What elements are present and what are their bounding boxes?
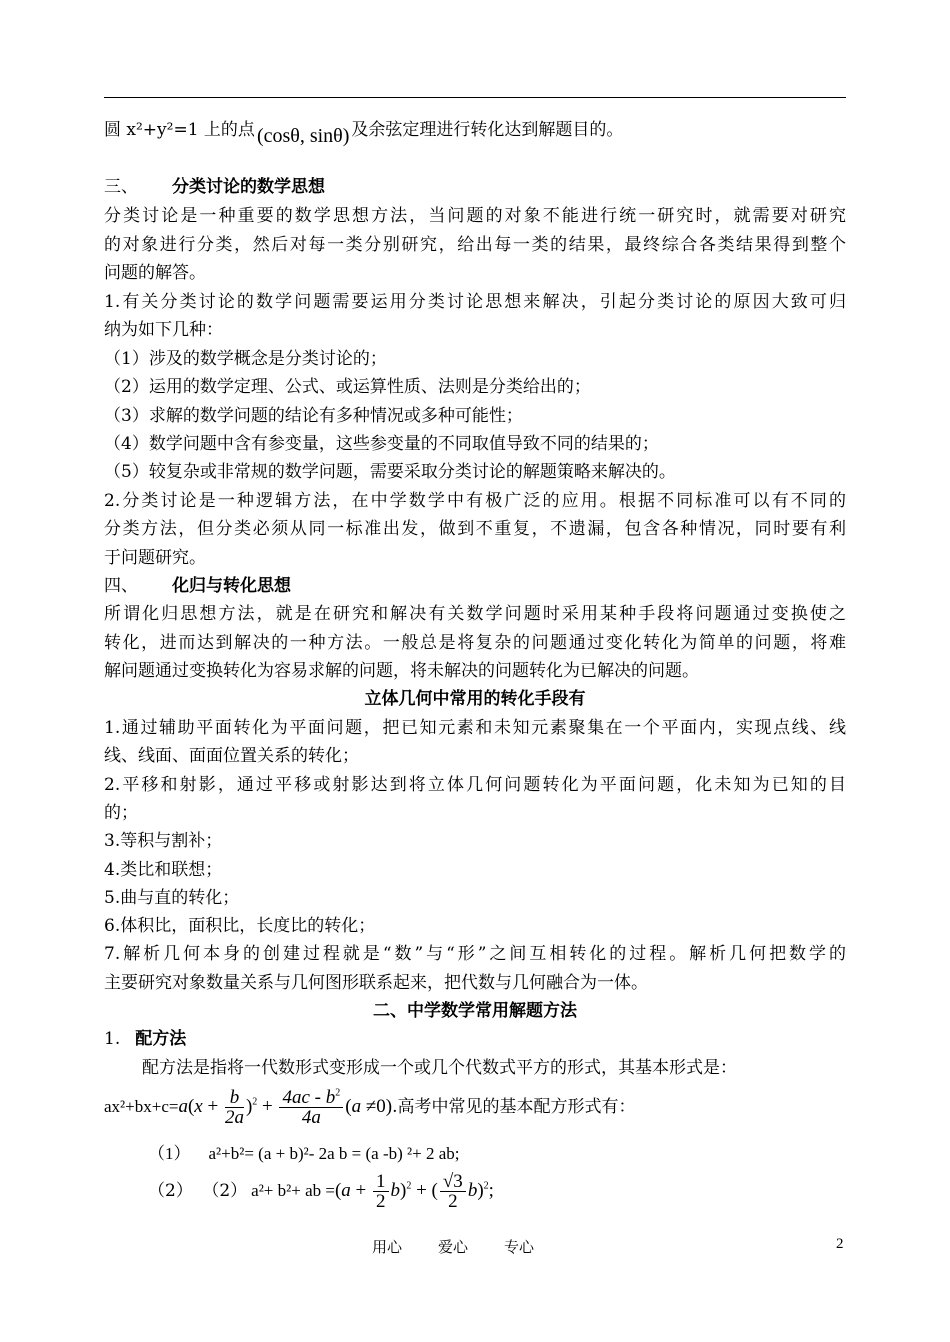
section3-title: 分类讨论的数学思想: [172, 177, 325, 197]
section3-point2-line: 2.分类讨论是一种逻辑方法，在中学数学中有极广泛的应用。根据不同标准可以有不同的: [104, 491, 846, 511]
section4-para-line: 解问题通过变换转化为容易求解的问题，将未解决的问题转化为已解决的问题。: [104, 661, 699, 681]
formula-2-body: (a + $\frac{1}{2}$ b)$^2$ + ( $\frac{√3}{2}$ b)$^2$;: [334, 1171, 494, 1213]
method1-title: 配方法: [135, 1029, 187, 1049]
section4-item: 线、线面、面面位置关系的转化；: [104, 746, 359, 766]
section3-point1-line: 1.有关分类讨论的数学问题需要运用分类讨论思想来解决，引起分类讨论的原因大致可归: [104, 292, 846, 312]
section3-point2-line: 分类方法，但分类必须从同一标准出发，做到不重复，不遗漏，包含各种情况，同时要有利: [104, 519, 846, 539]
formula-2-line: [104, 1166, 846, 1216]
section4-item: 的；: [104, 803, 138, 823]
section4-item: 5.曲与直的转化；: [104, 888, 240, 908]
footer-motto: [372, 1236, 570, 1257]
section4-item: 6.体积比，面积比，长度比的转化；: [104, 916, 376, 936]
formula-line: [104, 1083, 846, 1131]
section3-para-line: 问题的解答。: [104, 263, 206, 283]
formula-1: a²+b²= (a + b)²- 2a b = (a -b) ²+ 2 ab;: [208, 1144, 460, 1163]
section4-para-line: 所谓化归思想方法，就是在研究和解决有关数学问题时采用某种手段将问题通过变换使之: [104, 604, 846, 624]
section4-item: 3.等积与割补；: [104, 831, 223, 851]
section3-number: 三、: [104, 177, 138, 197]
intro-prefix: 圆 x²+y²=1 上的点: [104, 120, 255, 140]
intro-line: [104, 119, 846, 147]
method1-desc: 配方法是指将一代数形式变形成一个或几个代数式平方的形式，其基本形式是：: [142, 1058, 737, 1078]
section4-title: 化归与转化思想: [172, 576, 291, 596]
section3-item: （1）涉及的数学概念是分类讨论的；: [104, 349, 387, 369]
intro-formula: (cosθ, sinθ): [256, 125, 350, 147]
section3-para-line: 的对象进行分类，然后对每一类分别研究，给出每一类的结果，最终综合各类结果得到整个: [104, 235, 846, 255]
section3-point2-line: 于问题研究。: [104, 548, 206, 568]
formula-2-label-repeat: （2）: [210, 1181, 248, 1201]
section3-heading: [104, 177, 846, 197]
section3-para-line: 分类讨论是一种重要的数学思想方法，当问题的对象不能进行统一研究时，就需要对研究: [104, 206, 846, 226]
section3-item: （5）较复杂或非常规的数学问题，需要采取分类讨论的解题策略来解决的。: [104, 462, 676, 482]
section4-item: 7.解析几何本身的创建过程就是“数”与“形”之间互相转化的过程。解析几何把数学的: [104, 944, 846, 964]
section4-para-line: 转化，进而达到解决的一种方法。一般总是将复杂的问题通过变化转化为简单的问题，将难: [104, 633, 846, 653]
section4-item: 1.通过辅助平面转化为平面问题，把已知元素和未知元素聚集在一个平面内，实现点线、线: [104, 718, 846, 738]
section4-item: 4.类比和联想；: [104, 860, 223, 880]
formula-prefix: ax²+bx+c=: [104, 1097, 179, 1116]
formula-1-label: （1）: [148, 1144, 191, 1163]
page-number: 2: [836, 1236, 844, 1252]
footer-word: 用心: [372, 1238, 403, 1256]
section4-item: 2.平移和射影，通过平移或射影达到将立体几何问题转化为平面问题，化未知为已知的目: [104, 775, 846, 795]
intro-suffix: 及余弦定理进行转化达到解题目的。: [351, 120, 624, 140]
section3-item: （2）运用的数学定理、公式、或运算性质、法则是分类给出的；: [104, 377, 591, 397]
section4-subheading: 立体几何中常用的转化手段有: [364, 689, 586, 709]
method1-number: 1.: [104, 1029, 121, 1049]
header-rule: [104, 97, 846, 98]
section3-item: （4）数学问题中含有参变量，这些参变量的不同取值导致不同的结果的；: [104, 434, 659, 454]
footer-word: 爱心: [438, 1238, 469, 1256]
formula-2-prefix: a²+ b²+ ab =: [251, 1181, 335, 1200]
section4-heading: [104, 576, 846, 596]
section4-item: 主要研究对象数量关系与几何图形联系起来，把代数与几何融合为一体。: [104, 973, 648, 993]
section3-point1-line: 纳为如下几种：: [104, 320, 223, 340]
method1-heading: [104, 1029, 846, 1049]
formula-body: a(x + $\frac{b}{2a}$ )$^2$ + $\frac{4ac - b^2}{4a}$ (a ≠0): [178, 1087, 393, 1129]
section4-number: 四、: [104, 576, 138, 596]
footer-word: 专心: [504, 1238, 535, 1256]
section3-item: （3）求解的数学问题的结论有多种情况或多种可能性；: [104, 406, 523, 426]
part2-heading: 二、中学数学常用解题方法: [373, 1001, 577, 1021]
formula-suffix: .高考中常见的基本配方形式有：: [392, 1097, 636, 1117]
formula-1-line: [104, 1144, 846, 1164]
formula-2-label: （2）: [148, 1181, 193, 1201]
